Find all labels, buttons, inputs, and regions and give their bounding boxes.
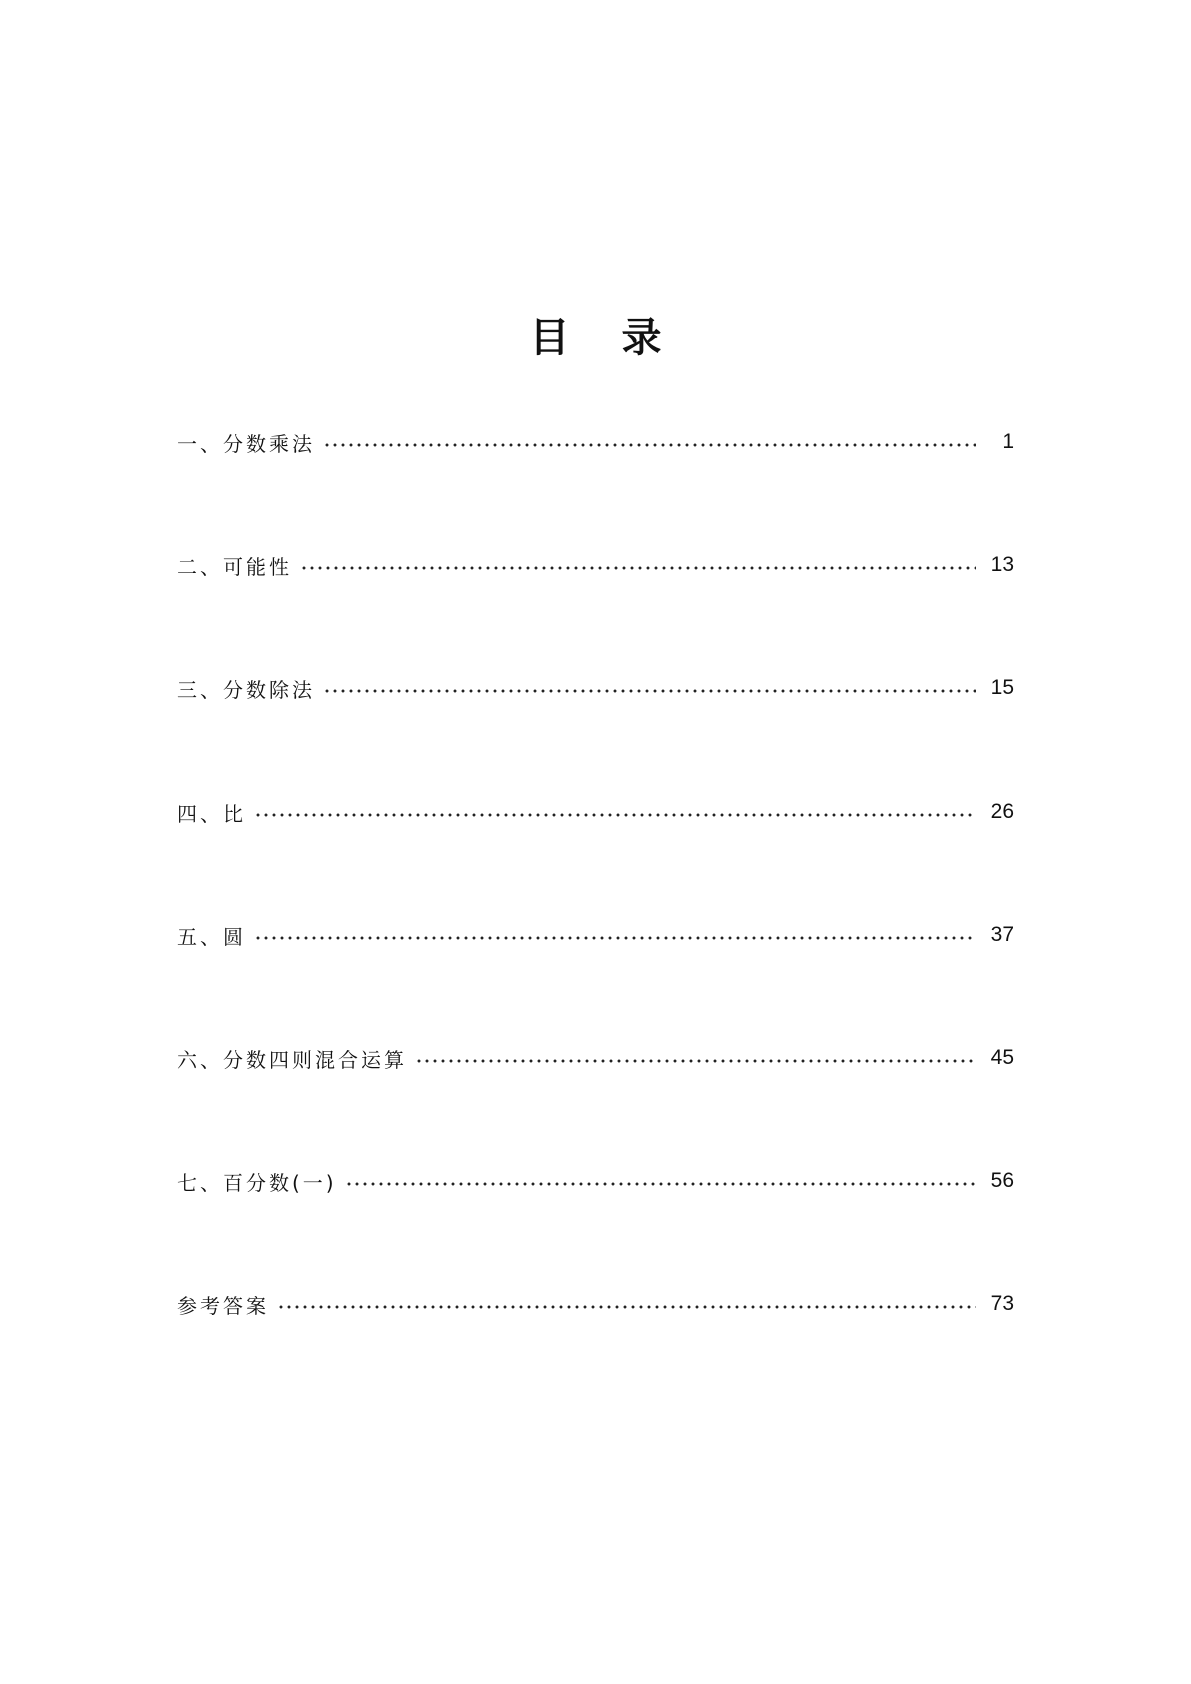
dot-leader	[277, 1305, 976, 1309]
dot-leader	[323, 443, 976, 447]
toc-entry-title: 六、分数四则混合运算	[177, 1047, 407, 1072]
toc-entry[interactable]	[177, 920, 1014, 950]
toc-entry-title: 参考答案	[177, 1293, 269, 1318]
toc-entry-page: 26	[990, 800, 1014, 823]
dot-leader	[345, 1182, 976, 1186]
toc-entry[interactable]	[177, 797, 1014, 827]
title-char-1: 目	[529, 315, 570, 361]
toc-entry-title: 七、百分数(一)	[177, 1170, 337, 1195]
toc-entry[interactable]	[177, 673, 1014, 703]
toc-entry-title: 二、可能性	[177, 554, 292, 579]
dot-leader	[415, 1059, 976, 1063]
toc-entry-page: 13	[990, 553, 1014, 576]
toc-entry[interactable]	[177, 550, 1014, 580]
dot-leader	[254, 936, 976, 940]
toc-entry[interactable]	[177, 1166, 1014, 1196]
toc-entry-title: 一、分数乘法	[177, 431, 315, 456]
toc-entry-page: 45	[990, 1046, 1014, 1069]
dot-leader	[254, 813, 976, 817]
toc-entry[interactable]	[177, 1289, 1014, 1319]
dot-leader	[323, 689, 976, 693]
toc-entry-page: 56	[990, 1169, 1014, 1192]
toc-entry[interactable]	[177, 1043, 1014, 1073]
dot-leader	[300, 566, 976, 570]
toc-entry-page: 73	[990, 1292, 1014, 1315]
toc-entry-title: 三、分数除法	[177, 677, 315, 702]
toc-entry-page: 1	[1002, 430, 1014, 453]
toc-entry-title: 五、圆	[177, 924, 246, 949]
toc-entry-page: 15	[990, 676, 1014, 699]
toc-entry-page: 37	[990, 923, 1014, 946]
toc-entry-title: 四、比	[177, 801, 246, 826]
toc-entry[interactable]	[177, 427, 1014, 457]
page-title	[0, 306, 1191, 363]
title-char-2: 录	[621, 315, 662, 361]
